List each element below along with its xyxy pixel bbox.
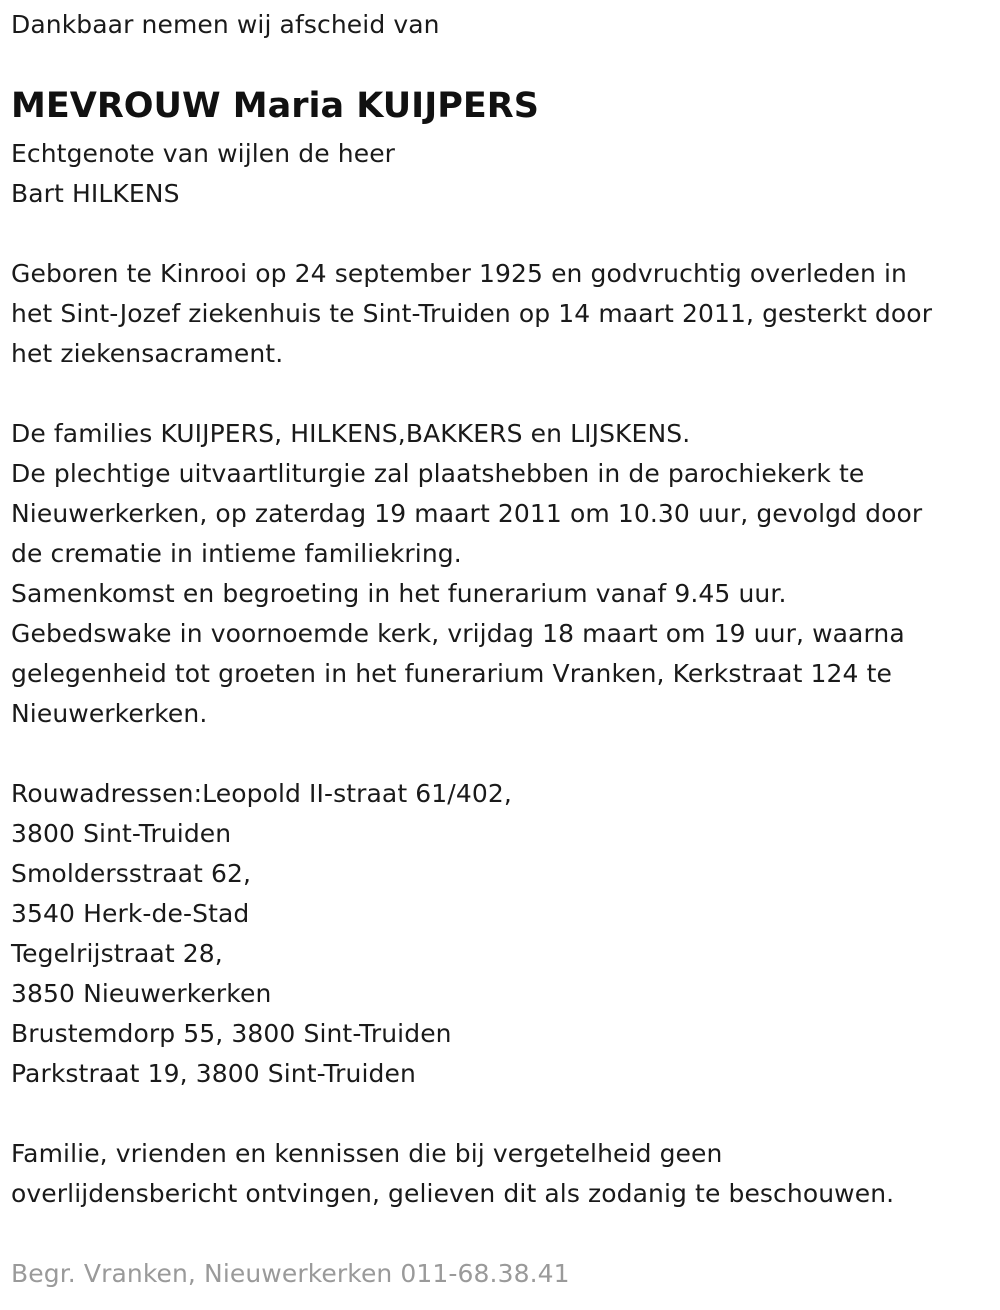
address-line: Rouwadressen:Leopold II-straat 61/402, — [11, 779, 512, 808]
funeral-section — [11, 414, 922, 734]
address-line: Parkstraat 19, 3800 Sint-Truiden — [11, 1059, 416, 1088]
address-line: Tegelrijstraat 28, — [11, 939, 223, 968]
address-line: Brustemdorp 55, 3800 Sint-Truiden — [11, 1019, 452, 1048]
address-line: Smoldersstraat 62, — [11, 859, 252, 888]
address-line: 3540 Herk-de-Stad — [11, 899, 250, 928]
funeral-line: Nieuwerkerken. — [11, 699, 208, 728]
funeral-line: De families KUIJPERS, HILKENS,BAKKERS en LIJSKENS. — [11, 419, 691, 448]
funeral-home-footer: Begr. Vranken, Nieuwerkerken 011-68.38.41 — [11, 1259, 570, 1288]
funeral-line: gelegenheid tot groeten in het funerarium Vranken, Kerkstraat 124 te — [11, 659, 892, 688]
birth-death-line: Geboren te Kinrooi op 24 september 1925 en godvruchtig overleden in — [11, 259, 907, 288]
funeral-line: Samenkomst en begroeting in het funerarium vanaf 9.45 uur. — [11, 579, 787, 608]
address-line: 3800 Sint-Truiden — [11, 819, 232, 848]
funeral-line: de crematie in intieme familiekring. — [11, 539, 462, 568]
closing-line: overlijdensbericht ontvingen, gelieven dit als zodanig te beschouwen. — [11, 1179, 895, 1208]
addresses-section — [11, 774, 512, 1094]
intro-text: Dankbaar nemen wij afscheid van — [11, 10, 440, 39]
birth-death-line: het ziekensacrament. — [11, 339, 284, 368]
funeral-line: De plechtige uitvaartliturgie zal plaatshebben in de parochiekerk te — [11, 459, 865, 488]
birth-death-section — [11, 254, 932, 374]
closing-section — [11, 1134, 894, 1214]
spouse-name: Bart HILKENS — [11, 179, 180, 208]
address-line: 3850 Nieuwerkerken — [11, 979, 272, 1008]
funeral-line: Nieuwerkerken, op zaterdag 19 maart 2011 om 10.30 uur, gevolgd door — [11, 499, 923, 528]
closing-line: Familie, vrienden en kennissen die bij vergetelheid geen — [11, 1139, 723, 1168]
spouse-line: Echtgenote van wijlen de heer — [11, 139, 396, 168]
spouse-section — [11, 134, 395, 214]
deceased-name: MEVROUW Maria KUIJPERS — [11, 86, 539, 126]
funeral-line: Gebedswake in voornoemde kerk, vrijdag 18 maart om 19 uur, waarna — [11, 619, 905, 648]
birth-death-line: het Sint-Jozef ziekenhuis te Sint-Truiden op 14 maart 2011, gesterkt door — [11, 299, 933, 328]
